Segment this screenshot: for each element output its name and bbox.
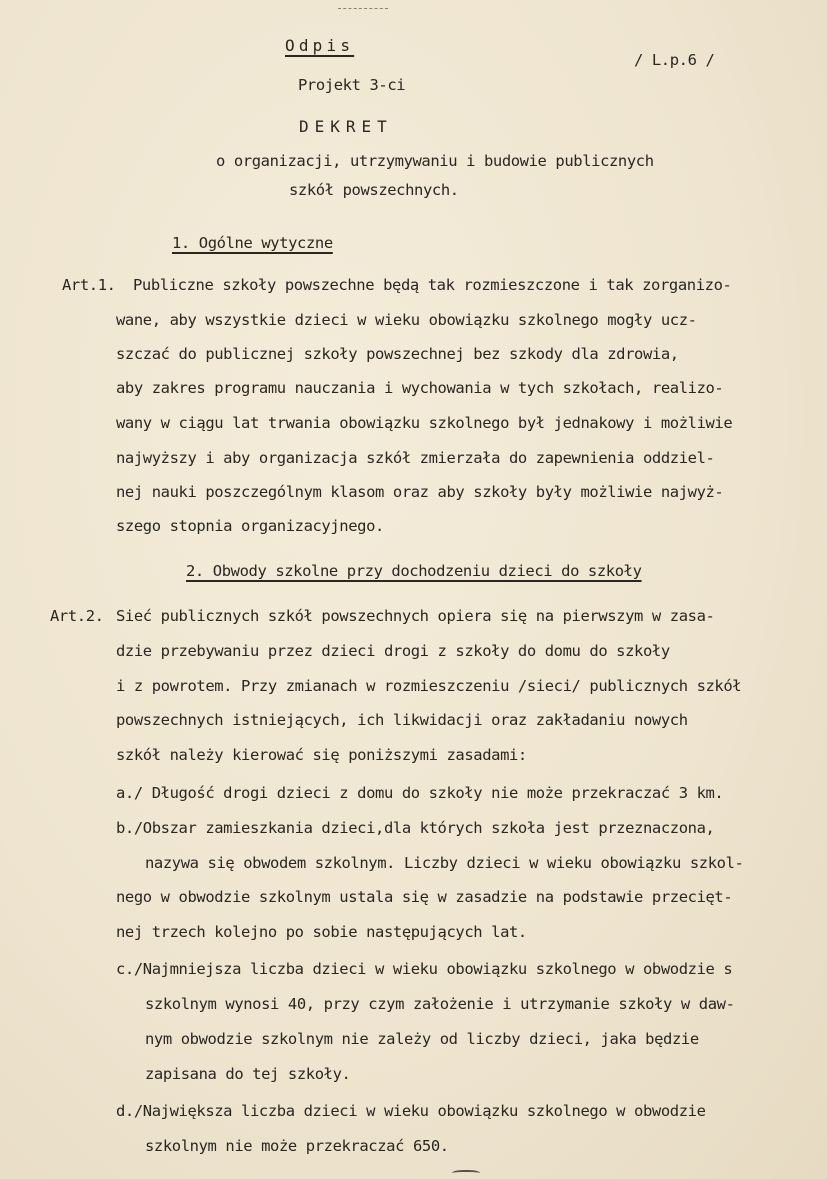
art-2-label: Art.2. — [50, 607, 104, 625]
point-d: d./Największa liczba dzieci w wieku obowiązku szkolnego w obwodzie — [116, 1102, 706, 1120]
art-2-line: powszechnych istniejących, ich likwidacji oraz zakładaniu nowych — [116, 711, 688, 729]
page-number-mark — [452, 1170, 480, 1178]
art-1-line: szego stopnia organizacyjnego. — [116, 517, 384, 535]
art-1-line: aby zakres programu nauczania i wychowania w tych szkołach, realizo- — [116, 379, 724, 397]
art-1-line: wane, aby wszystkie dzieci w wieku obowiązku szkolnego mogły ucz- — [116, 311, 697, 329]
top-mark — [338, 8, 388, 10]
art-1-line: nej nauki poszczególnym klasom oraz aby szkoły były możliwie najwyż- — [116, 483, 724, 501]
art-2-line: i z powrotem. Przy zmianach w rozmieszczeniu /sieci/ publicznych szkół — [116, 677, 742, 695]
title-line-1: o organizacji, utrzymywaniu i budowie publicznych — [216, 152, 654, 170]
art-1-line: najwyższy i aby organizacja szkół zmierzała do zapewnienia oddziel- — [116, 449, 715, 467]
art-1-line: wany w ciągu lat trwania obowiązku szkolnego był jednakowy i możliwie — [116, 414, 733, 432]
odpis-heading: Odpis — [285, 36, 355, 55]
art-2-line: szkół należy kierować się poniższymi zasadami: — [116, 746, 527, 764]
art-2-line: dzie przebywaniu przez dzieci drogi z szkoły do domu do szkoły — [116, 642, 670, 660]
point-c-line: zapisana do tej szkoły. — [145, 1065, 351, 1083]
title-line-2: szkół powszechnych. — [289, 181, 459, 199]
point-c-line: nym obwodzie szkolnym nie zależy od liczby dzieci, jaka będzie — [145, 1030, 699, 1048]
section-1-heading: 1. Ogólne wytyczne — [172, 234, 333, 252]
point-d-line: szkolnym nie może przekraczać 650. — [145, 1137, 449, 1155]
point-c-line: szkolnym wynosi 40, przy czym założenie i utrzymanie szkoły w daw- — [145, 995, 735, 1013]
lp-reference: / L.p.6 / — [634, 51, 715, 69]
point-a: a./ Długość drogi dzieci z domu do szkoły nie może przekraczać 3 km. — [116, 784, 724, 802]
section-2-heading: 2. Obwody szkolne przy dochodzeniu dzieci do szkoły — [186, 562, 642, 580]
point-b: b./Obszar zamieszkania dzieci,dla których szkoła jest przeznaczona, — [116, 819, 715, 837]
art-2-line: Sieć publicznych szkół powszechnych opiera się na pierwszym w zasa- — [116, 607, 715, 625]
point-b-line: nego w obwodzie szkolnym ustala się w zasadzie na podstawie przecięt- — [116, 888, 733, 906]
art-1-label: Art.1. — [62, 276, 116, 294]
projekt-label: Projekt 3-ci — [298, 76, 406, 94]
art-1-line: Publiczne szkoły powszechne będą tak rozmieszczone i tak zorganizo- — [133, 276, 732, 294]
dekret-title: DEKRET — [299, 117, 393, 136]
point-c: c./Najmniejsza liczba dzieci w wieku obowiązku szkolnego w obwodzie s — [116, 960, 733, 978]
art-1-line: szczać do publicznej szkoły powszechnej bez szkody dla zdrowia, — [116, 345, 679, 363]
point-b-line: nej trzech kolejno po sobie następujących lat. — [116, 923, 527, 941]
point-b-line: nazywa się obwodem szkolnym. Liczby dzieci w wieku obowiązku szkol- — [145, 854, 744, 872]
